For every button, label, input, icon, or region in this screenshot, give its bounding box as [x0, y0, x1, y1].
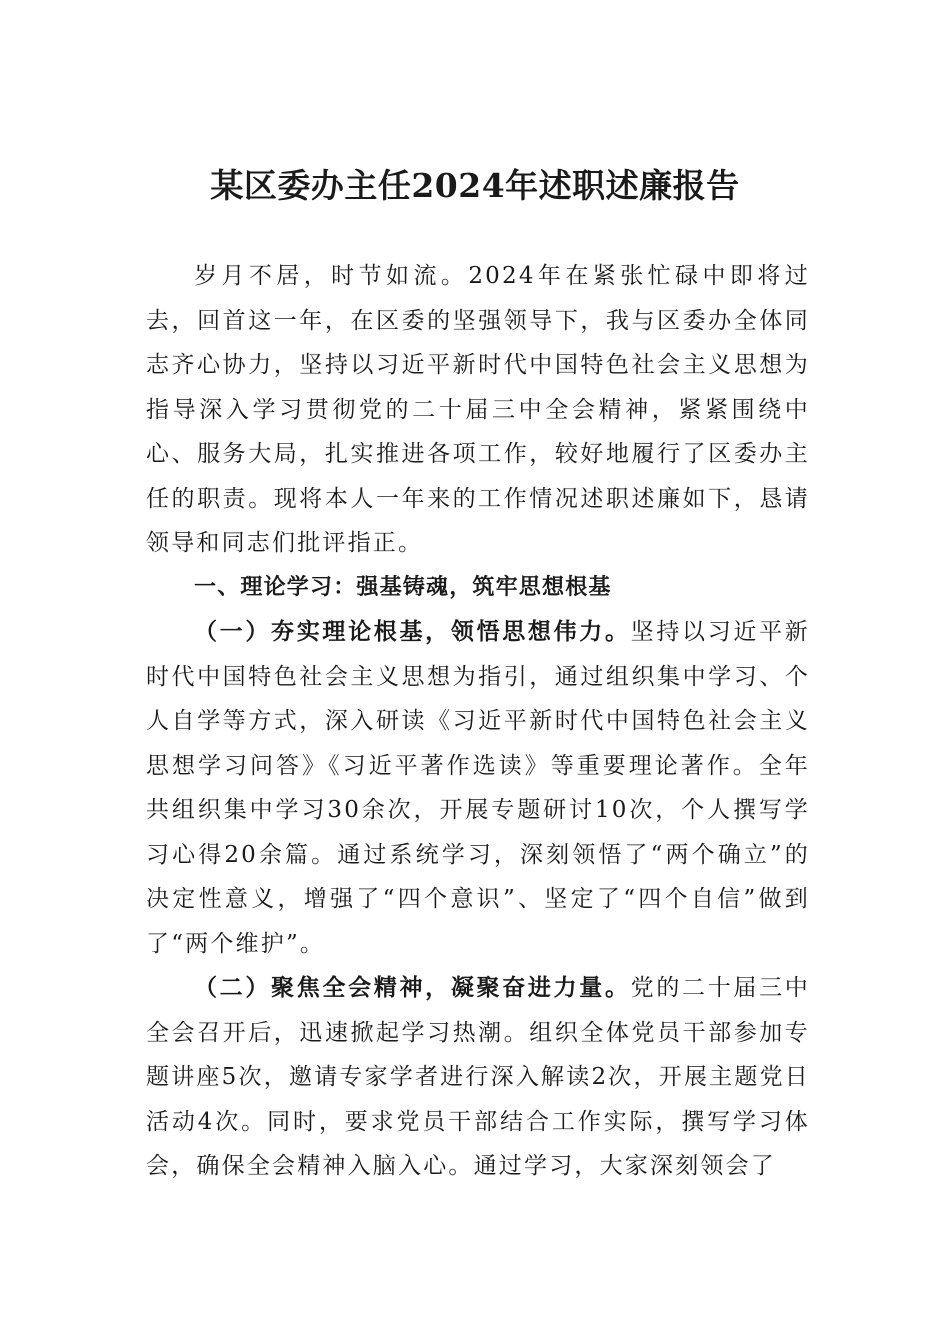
subsection-paragraph-1 — [146, 610, 810, 966]
document-body — [146, 254, 810, 1189]
subsection-lead-2: （二）聚焦全会精神，凝聚奋进力量。 — [194, 974, 631, 1001]
document-title: 某区委办主任2024年述职述廉报告 — [210, 166, 740, 205]
subsection-text-1: 坚持以习近平新时代中国特色社会主义思想为指引，通过组织集中学习、个人自学等方式，深入研读《习近平新时代中国特色社会主义思想学习问答》《习近平著作选读》等重要理论著作。全年共组织集中学习30余次，开展专题研讨10次，个人撰写学习心得20余篇。通过系统学习，深刻领悟了“两个确立”的决定性意义，增强了“四个意识”、坚定了“四个自信”做到了“两个维护”。 — [146, 619, 810, 957]
subsection-lead-1: （一）夯实理论根基，领悟思想伟力。 — [194, 618, 631, 645]
intro-paragraph: 岁月不居，时节如流。2024年在紧张忙碌中即将过去，回首这一年，在区委的坚强领导下，我与区委办全体同志齐心协力，坚持以习近平新时代中国特色社会主义思想为指导深入学习贯彻党的二十届三中全会精神，紧紧围绕中心、服务大局，扎实推进各项工作，较好地履行了区委办主任的职责。现将本人一年来的工作情况述职述廉如下，恳请领导和同志们批评指正。 — [146, 263, 810, 556]
subsection-text-2: 党的二十届三中全会召开后，迅速掀起学习热潮。组织全体党员干部参加专题讲座5次，邀请专家学者进行深入解读2次，开展主题党日活动4次。同时，要求党员干部结合工作实际，撰写学习体会，确保全会精神入脑入心。通过学习，大家深刻领会了 — [146, 975, 810, 1179]
subsection-paragraph-2 — [146, 966, 810, 1189]
section-heading: 一、理论学习：强基铸魂，筑牢思想根基 — [194, 574, 612, 600]
